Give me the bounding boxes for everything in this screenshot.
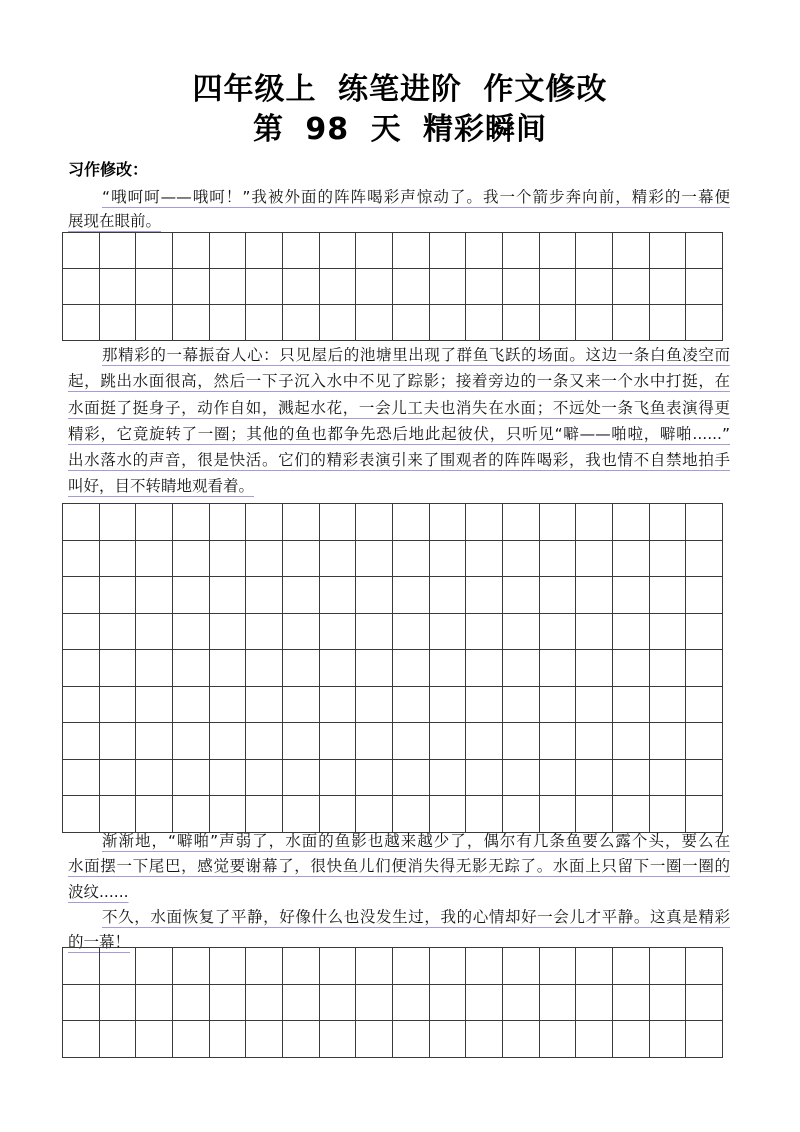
writing-box (173, 577, 210, 614)
writing-box (63, 577, 100, 614)
writing-box (430, 687, 467, 724)
writing-box (613, 948, 650, 985)
writing-box (540, 233, 577, 269)
writing-box (503, 650, 540, 687)
writing-box (320, 614, 357, 651)
writing-box (246, 796, 283, 833)
writing-box (393, 687, 430, 724)
text-line: 渐渐地，“噼啪”声弱了，水面的鱼影也越来越少了，偶尔有几条鱼要么露个头，要么在 (102, 832, 730, 850)
writing-box (246, 985, 283, 1022)
writing-box (466, 687, 503, 724)
writing-box (356, 577, 393, 614)
writing-box (686, 1021, 723, 1058)
writing-box (356, 541, 393, 578)
writing-box (613, 541, 650, 578)
writing-box (136, 650, 173, 687)
writing-box (63, 985, 100, 1022)
writing-box (613, 985, 650, 1022)
writing-box (283, 948, 320, 985)
writing-box (613, 650, 650, 687)
text-line: 那精彩的一幕振奋人心：只见屋后的池塘里出现了群鱼飞跃的场面。这边一条白鱼凌空而 (102, 346, 730, 364)
writing-box (576, 687, 613, 724)
writing-box (356, 650, 393, 687)
writing-box (136, 796, 173, 833)
writing-box (283, 650, 320, 687)
writing-box (283, 269, 320, 305)
writing-box (356, 269, 393, 305)
writing-box (393, 1021, 430, 1058)
writing-box (173, 650, 210, 687)
writing-box (613, 577, 650, 614)
writing-box (283, 796, 320, 833)
writing-box (136, 948, 173, 985)
writing-box (100, 985, 137, 1022)
writing-box (100, 723, 137, 760)
writing-box (576, 504, 613, 541)
text-line: 水面摆一下尾巴，感觉要谢幕了，很快鱼儿们便消失得无影无踪了。水面上只留下一圈一圈的 (68, 857, 730, 876)
writing-box (430, 948, 467, 985)
writing-box (320, 504, 357, 541)
writing-box (466, 614, 503, 651)
writing-box (503, 305, 540, 341)
writing-box (246, 305, 283, 341)
writing-box (430, 577, 467, 614)
writing-box (466, 650, 503, 687)
writing-box (173, 796, 210, 833)
writing-grid-3 (62, 947, 723, 1058)
writing-box (576, 305, 613, 341)
writing-box (503, 233, 540, 269)
writing-box (283, 1021, 320, 1058)
writing-box (540, 541, 577, 578)
writing-box (100, 948, 137, 985)
writing-box (393, 614, 430, 651)
writing-box (320, 233, 357, 269)
writing-box (63, 233, 100, 269)
writing-box (503, 687, 540, 724)
writing-box (356, 948, 393, 985)
text-line: 水面挺了挺身子，动作自如，溅起水花，一会儿工夫也消失在水面；不远处一条飞鱼表演得更 (68, 398, 730, 417)
writing-box (576, 541, 613, 578)
writing-box (246, 1021, 283, 1058)
writing-box (63, 760, 100, 797)
writing-box (466, 233, 503, 269)
writing-box (430, 504, 467, 541)
writing-box (430, 541, 467, 578)
writing-box (356, 723, 393, 760)
writing-box (136, 723, 173, 760)
writing-box (356, 305, 393, 341)
writing-box (356, 796, 393, 833)
writing-box (650, 541, 687, 578)
writing-box (136, 541, 173, 578)
writing-box (63, 614, 100, 651)
writing-box (283, 305, 320, 341)
writing-box (320, 577, 357, 614)
writing-grid-1 (62, 232, 723, 341)
writing-box (650, 985, 687, 1022)
writing-box (430, 760, 467, 797)
writing-box (576, 577, 613, 614)
writing-box (686, 504, 723, 541)
writing-box (503, 796, 540, 833)
writing-box (613, 723, 650, 760)
writing-box (466, 948, 503, 985)
writing-box (613, 796, 650, 833)
writing-box (576, 614, 613, 651)
writing-box (283, 723, 320, 760)
writing-box (136, 760, 173, 797)
writing-box (210, 687, 247, 724)
writing-box (393, 541, 430, 578)
writing-box (466, 541, 503, 578)
text-line: 波纹...... (68, 882, 129, 901)
writing-box (503, 541, 540, 578)
writing-box (576, 1021, 613, 1058)
writing-box (466, 760, 503, 797)
writing-box (210, 760, 247, 797)
writing-box (210, 269, 247, 305)
writing-box (430, 723, 467, 760)
writing-box (430, 796, 467, 833)
writing-box (650, 305, 687, 341)
writing-box (320, 985, 357, 1022)
writing-box (540, 985, 577, 1022)
writing-box (613, 760, 650, 797)
writing-box (650, 760, 687, 797)
writing-box (650, 233, 687, 269)
text-line: 不久，水面恢复了平静，好像什么也没发生过，我的心情却好一会儿才平静。这真是精彩 (102, 908, 730, 926)
writing-box (246, 948, 283, 985)
writing-box (173, 985, 210, 1022)
writing-box (283, 504, 320, 541)
text-line: 展现在眼前。 (68, 212, 162, 230)
writing-box (100, 269, 137, 305)
writing-box (210, 233, 247, 269)
writing-box (686, 796, 723, 833)
writing-box (320, 723, 357, 760)
writing-box (100, 305, 137, 341)
writing-box (430, 614, 467, 651)
writing-box (136, 269, 173, 305)
writing-box (503, 504, 540, 541)
writing-box (246, 687, 283, 724)
writing-box (210, 650, 247, 687)
writing-box (320, 650, 357, 687)
text-line: 起，跳出水面很高，然后一下子沉入水中不见了踪影；接着旁边的一条又来一个水中打挺，在 (68, 372, 730, 391)
writing-box (540, 577, 577, 614)
writing-box (136, 233, 173, 269)
writing-box (246, 269, 283, 305)
writing-box (466, 504, 503, 541)
page-title-line2: 第 98 天 精彩瞬间 (252, 112, 548, 147)
writing-box (466, 1021, 503, 1058)
writing-box (686, 305, 723, 341)
writing-box (246, 504, 283, 541)
writing-box (173, 687, 210, 724)
writing-box (650, 577, 687, 614)
writing-box (686, 985, 723, 1022)
writing-box (356, 614, 393, 651)
writing-box (650, 1021, 687, 1058)
writing-box (466, 305, 503, 341)
writing-box (686, 577, 723, 614)
writing-box (686, 269, 723, 305)
writing-box (283, 614, 320, 651)
writing-box (246, 233, 283, 269)
writing-box (356, 687, 393, 724)
writing-box (210, 1021, 247, 1058)
writing-box (540, 504, 577, 541)
writing-box (686, 233, 723, 269)
writing-box (246, 577, 283, 614)
writing-box (393, 760, 430, 797)
writing-box (613, 504, 650, 541)
writing-box (540, 650, 577, 687)
writing-box (576, 760, 613, 797)
writing-box (100, 796, 137, 833)
writing-box (320, 687, 357, 724)
writing-box (540, 760, 577, 797)
writing-box (540, 723, 577, 760)
writing-box (210, 723, 247, 760)
writing-box (540, 614, 577, 651)
page-title-line1: 四年级上 练笔进阶 作文修改 (192, 72, 608, 107)
writing-box (100, 577, 137, 614)
writing-box (283, 541, 320, 578)
writing-box (136, 305, 173, 341)
writing-box (503, 985, 540, 1022)
writing-box (430, 650, 467, 687)
writing-box (686, 687, 723, 724)
writing-box (540, 269, 577, 305)
writing-box (283, 760, 320, 797)
writing-box (686, 948, 723, 985)
writing-box (136, 614, 173, 651)
writing-box (650, 269, 687, 305)
writing-box (576, 650, 613, 687)
paragraph-1 (68, 185, 730, 233)
writing-box (173, 614, 210, 651)
writing-box (613, 233, 650, 269)
writing-box (246, 723, 283, 760)
writing-box (503, 760, 540, 797)
section-label: 习作修改： (68, 160, 149, 179)
text-line: “哦呵呵——哦呵！”我被外面的阵阵喝彩声惊动了。我一个箭步奔向前，精彩的一幕便 (102, 188, 730, 206)
writing-box (686, 723, 723, 760)
writing-box (210, 504, 247, 541)
writing-box (173, 723, 210, 760)
writing-box (503, 614, 540, 651)
writing-box (173, 504, 210, 541)
writing-box (613, 305, 650, 341)
writing-box (63, 796, 100, 833)
text-line: 出水落水的声音，很是快活。它们的精彩表演引来了围观者的阵阵喝彩，我也情不自禁地拍手 (68, 451, 730, 470)
writing-box (686, 614, 723, 651)
writing-box (100, 687, 137, 724)
writing-box (100, 541, 137, 578)
writing-box (650, 687, 687, 724)
writing-box (100, 760, 137, 797)
writing-box (613, 614, 650, 651)
writing-box (320, 269, 357, 305)
writing-box (650, 723, 687, 760)
writing-box (173, 541, 210, 578)
writing-box (283, 985, 320, 1022)
writing-box (283, 577, 320, 614)
writing-box (430, 269, 467, 305)
writing-box (320, 541, 357, 578)
writing-box (210, 614, 247, 651)
writing-box (686, 650, 723, 687)
writing-box (136, 577, 173, 614)
writing-box (393, 269, 430, 305)
writing-box (63, 650, 100, 687)
writing-box (503, 1021, 540, 1058)
writing-box (650, 614, 687, 651)
writing-box (63, 305, 100, 341)
writing-box (466, 723, 503, 760)
writing-box (503, 723, 540, 760)
writing-box (246, 614, 283, 651)
writing-box (356, 985, 393, 1022)
writing-box (283, 233, 320, 269)
writing-box (63, 1021, 100, 1058)
writing-box (63, 541, 100, 578)
text-line: 精彩，它竟旋转了一圈；其他的鱼也都争先恐后地此起彼伏，只听见“噼——啪啦，噼啪......” (68, 424, 730, 443)
writing-box (100, 1021, 137, 1058)
writing-box (466, 796, 503, 833)
writing-box (173, 233, 210, 269)
writing-box (540, 948, 577, 985)
writing-box (576, 723, 613, 760)
writing-box (136, 1021, 173, 1058)
writing-grid-2 (62, 503, 723, 833)
writing-box (613, 269, 650, 305)
writing-box (650, 796, 687, 833)
writing-box (393, 948, 430, 985)
writing-box (686, 541, 723, 578)
writing-box (540, 687, 577, 724)
writing-box (430, 233, 467, 269)
writing-box (356, 233, 393, 269)
writing-box (63, 504, 100, 541)
writing-box (613, 687, 650, 724)
writing-box (320, 1021, 357, 1058)
writing-box (393, 305, 430, 341)
writing-box (393, 504, 430, 541)
writing-box (503, 577, 540, 614)
writing-box (210, 541, 247, 578)
writing-box (686, 760, 723, 797)
writing-box (210, 985, 247, 1022)
paragraph-2 (68, 342, 730, 500)
writing-box (246, 650, 283, 687)
writing-box (320, 948, 357, 985)
writing-box (393, 985, 430, 1022)
writing-box (173, 305, 210, 341)
writing-box (63, 948, 100, 985)
writing-box (393, 577, 430, 614)
writing-box (283, 687, 320, 724)
writing-box (320, 305, 357, 341)
writing-box (173, 948, 210, 985)
writing-box (136, 504, 173, 541)
writing-box (503, 948, 540, 985)
writing-box (356, 504, 393, 541)
writing-box (576, 269, 613, 305)
paragraph-3 (68, 829, 730, 905)
writing-box (650, 948, 687, 985)
writing-box (650, 504, 687, 541)
text-line: 的一幕！ (68, 933, 131, 951)
writing-box (210, 796, 247, 833)
writing-box (503, 269, 540, 305)
writing-box (576, 985, 613, 1022)
writing-box (63, 687, 100, 724)
writing-box (466, 577, 503, 614)
writing-box (246, 760, 283, 797)
writing-box (466, 985, 503, 1022)
writing-box (100, 650, 137, 687)
text-line: 叫好，目不转睛地观看着。 (68, 477, 255, 496)
writing-box (393, 650, 430, 687)
writing-box (320, 760, 357, 797)
writing-box (393, 723, 430, 760)
writing-box (173, 760, 210, 797)
writing-box (466, 269, 503, 305)
writing-box (613, 1021, 650, 1058)
writing-box (540, 305, 577, 341)
writing-box (650, 650, 687, 687)
writing-box (173, 1021, 210, 1058)
writing-box (100, 233, 137, 269)
writing-box (173, 269, 210, 305)
writing-box (393, 233, 430, 269)
writing-box (136, 687, 173, 724)
writing-box (540, 1021, 577, 1058)
writing-box (356, 760, 393, 797)
writing-box (210, 577, 247, 614)
writing-box (210, 948, 247, 985)
writing-box (210, 305, 247, 341)
writing-box (63, 723, 100, 760)
writing-box (576, 233, 613, 269)
writing-box (63, 269, 100, 305)
writing-box (393, 796, 430, 833)
writing-box (136, 985, 173, 1022)
writing-box (576, 796, 613, 833)
writing-box (356, 1021, 393, 1058)
writing-box (540, 796, 577, 833)
writing-box (430, 1021, 467, 1058)
writing-box (320, 796, 357, 833)
writing-box (100, 504, 137, 541)
writing-box (430, 305, 467, 341)
writing-box (430, 985, 467, 1022)
writing-box (246, 541, 283, 578)
writing-box (100, 614, 137, 651)
writing-box (576, 948, 613, 985)
